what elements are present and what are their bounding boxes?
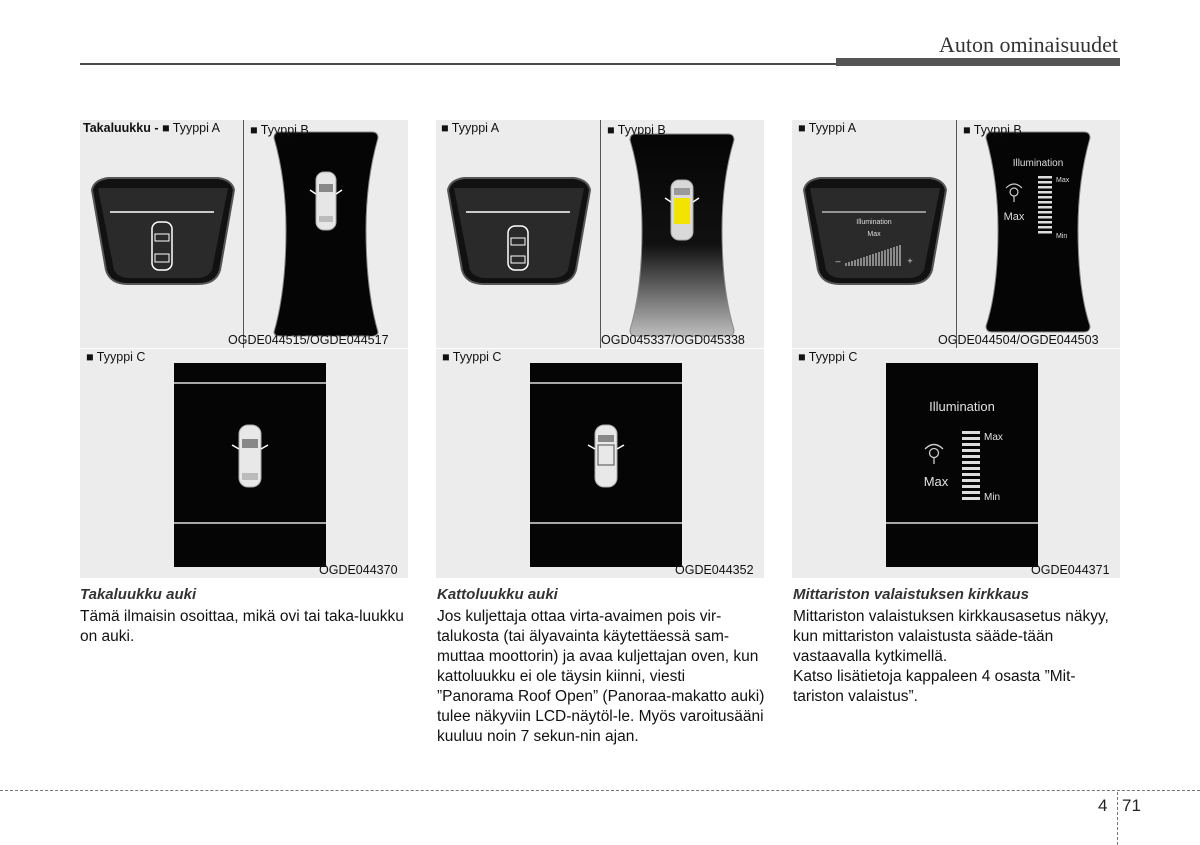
illumination-a-minus: – <box>835 256 841 266</box>
illumination-type-a-label: ■ Tyyppi A <box>798 121 857 135</box>
tailgate-paragraph: Tämä ilmaisin osoittaa, mikä ovi tai taka-luukku on auki. <box>80 608 404 645</box>
chapter-number: 4 <box>1098 796 1108 815</box>
illumination-type-c-label: ■ Tyyppi C <box>798 350 858 364</box>
footer-rule <box>0 790 1200 791</box>
tailgate-caption: Takaluukku auki <box>80 586 197 603</box>
illumination-paragraph-1: Mittariston valaistuksen kirkkausasetus näkyy, kun mittariston valaistusta sääde-tään vastaavalla kytkimellä. <box>793 608 1109 665</box>
illumination-paragraph-2: Katso lisätietoja kappaleen 4 osasta ”Mit-tariston valaistus”. <box>793 668 1076 705</box>
tailgate-body <box>80 607 408 647</box>
tailgate-type-b-label: ■ Tyyppi B <box>250 123 309 137</box>
illumination-figure-code: OGDE044504/OGDE044503 <box>938 333 1099 347</box>
figure-top-illumination <box>792 120 1120 348</box>
tailgate-type-c-illustration <box>80 349 408 578</box>
illumination-type-c-illustration <box>792 349 1120 578</box>
figure-top-tailgate <box>80 120 408 348</box>
sunroof-figure-code: OGD045337/OGD045338 <box>601 333 745 347</box>
tailgate-type-c-label: ■ Tyyppi C <box>86 350 146 364</box>
tailgate-figure-code: OGDE044515/OGDE044517 <box>228 333 389 347</box>
sunroof-type-c-label: ■ Tyyppi C <box>442 350 502 364</box>
sunroof-paragraph: Jos kuljettaja ottaa virta-avaimen pois vir-talukosta (tai älyavainta käytettäessä sam-muttaa moottorin) ja avaa kuljettajan oven, kun kattoluukku ei ole täysin kiinni, viesti ”Panorama Roof Open” (Panoraa-makatto auki) tulee näkyviin LCD-näytöl-le. Myös varoitusääni kuuluu noin 7 sekun-nin ajan. <box>437 608 765 745</box>
footer-divider <box>1117 792 1118 845</box>
header-rule <box>80 63 836 65</box>
illumination-b-title: Illumination <box>1012 158 1064 169</box>
sunroof-type-a-label: ■ Tyyppi A <box>441 121 500 135</box>
page-number: 71 <box>1122 796 1141 815</box>
illumination-b-scale-max: Max <box>1056 177 1070 184</box>
illumination-type-b-label: ■ Tyyppi B <box>963 123 1022 137</box>
sunroof-type-c-illustration <box>436 349 764 578</box>
tailgate-type-a-label: Takaluukku - ■ Tyyppi A <box>83 121 221 135</box>
sunroof-type-b-label: ■ Tyyppi B <box>607 123 666 137</box>
illumination-c-title: Illumination <box>929 399 995 414</box>
illumination-body <box>793 607 1121 707</box>
illumination-b-scale-min: Min <box>1056 233 1068 240</box>
figure-bottom-illumination <box>792 349 1120 578</box>
figure-bottom-sunroof <box>436 349 764 578</box>
tailgate-display-illustration <box>80 120 408 348</box>
sunroof-type-c-code: OGDE044352 <box>675 563 754 577</box>
figure-divider <box>600 120 601 348</box>
header-bar <box>836 58 1120 66</box>
illumination-c-scale-max: Max <box>984 432 1003 443</box>
illumination-c-max: Max <box>923 474 949 489</box>
figure-top-sunroof <box>436 120 764 348</box>
illumination-a-title: Illumination <box>856 219 892 226</box>
illumination-a-max: Max <box>867 231 881 238</box>
figure-divider <box>243 120 244 348</box>
illumination-a-plus: + <box>907 256 913 266</box>
illumination-caption: Mittariston valaistuksen kirkkaus <box>793 586 1029 603</box>
figure-divider <box>956 120 957 348</box>
illumination-c-scale-min: Min <box>984 492 1001 503</box>
sunroof-caption: Kattoluukku auki <box>437 586 558 603</box>
tailgate-type-c-code: OGDE044370 <box>319 563 398 577</box>
sunroof-body <box>437 607 765 747</box>
illumination-b-max: Max <box>1003 211 1025 223</box>
page-header-title: Auton ominaisuudet <box>938 32 1118 57</box>
illumination-type-c-code: OGDE044371 <box>1031 563 1110 577</box>
figure-bottom-tailgate <box>80 349 408 578</box>
